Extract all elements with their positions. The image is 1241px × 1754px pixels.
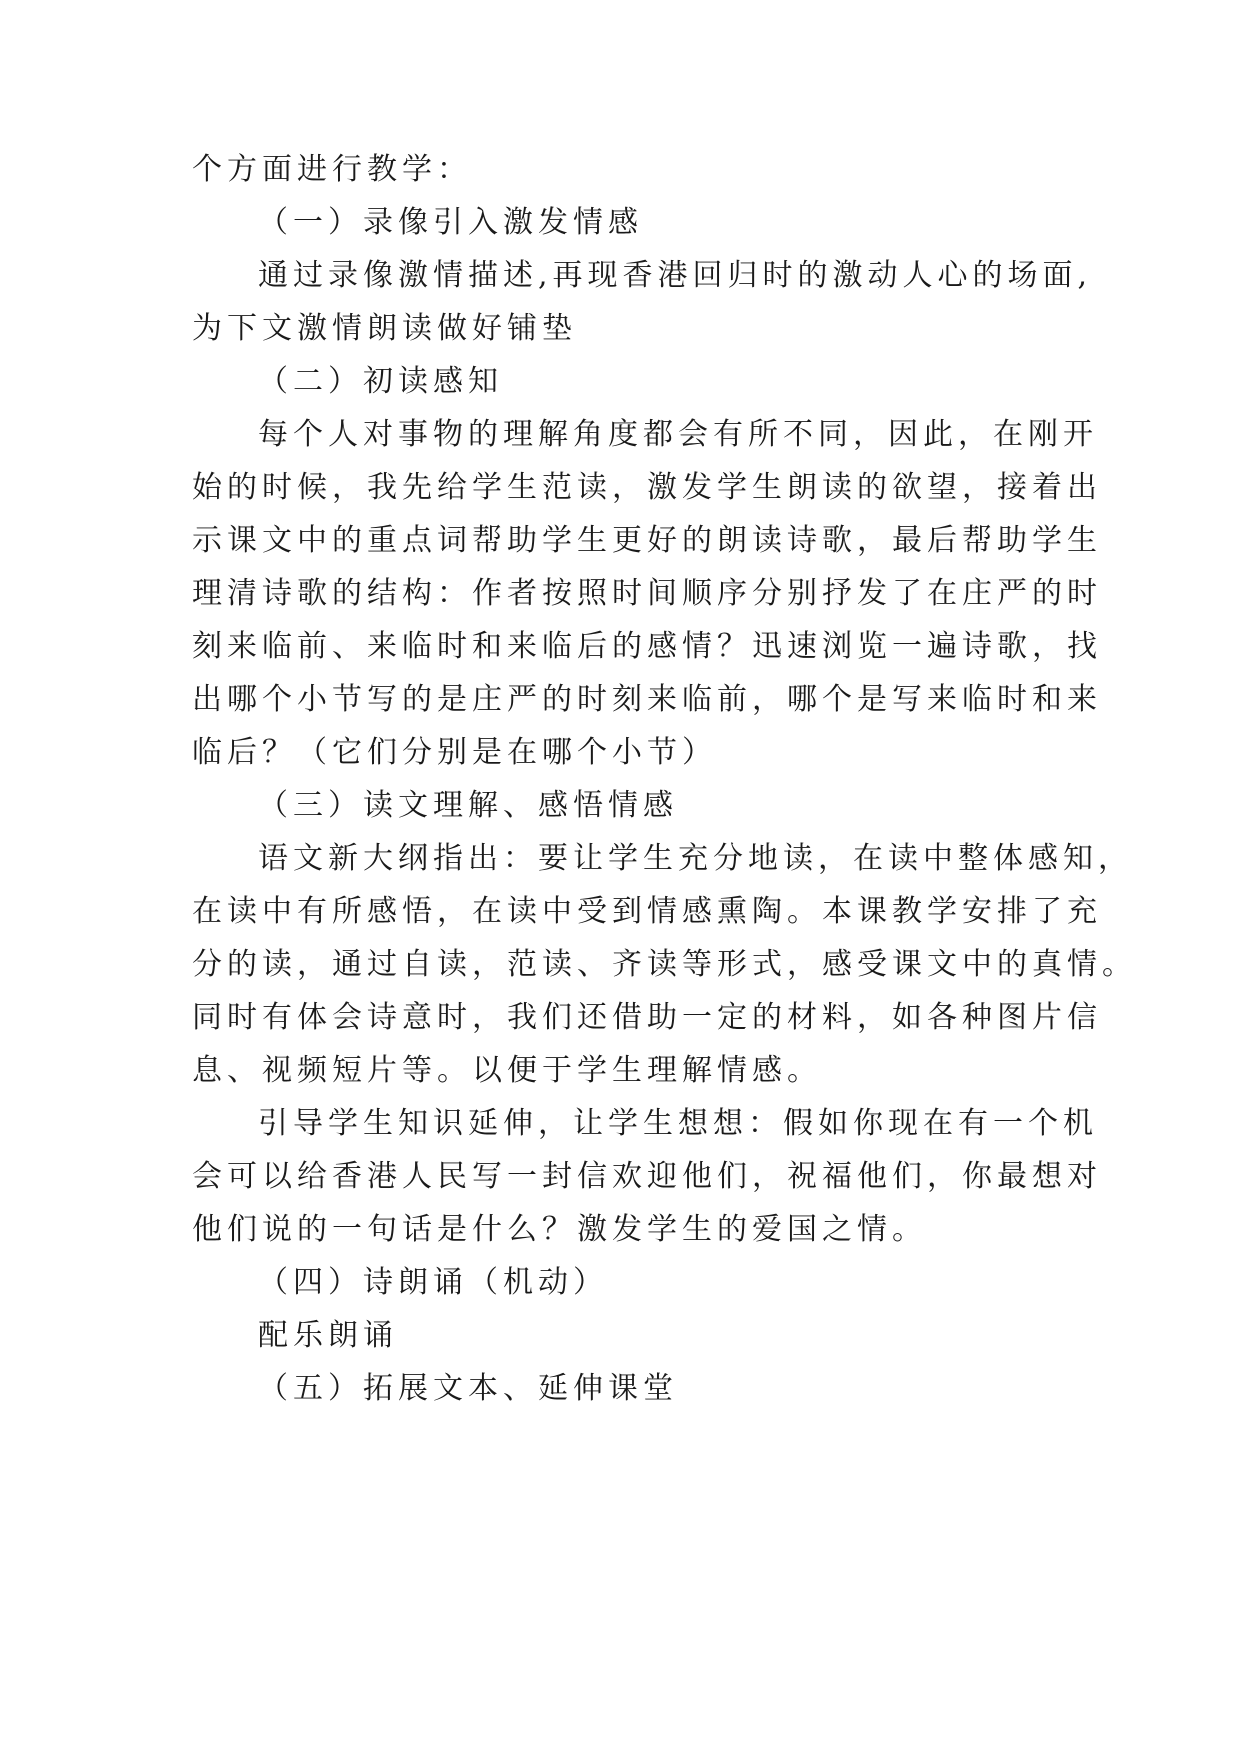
text-line: 在读中有所感悟，在读中受到情感熏陶。本课教学安排了充 (192, 894, 1102, 929)
text-line: 他们说的一句话是什么？激发学生的爱国之情。 (192, 1212, 927, 1247)
text-line: 出哪个小节写的是庄严的时刻来临前，哪个是写来临时和来 (192, 682, 1102, 717)
text-line: 示课文中的重点词帮助学生更好的朗读诗歌，最后帮助学生 (192, 523, 1102, 558)
section-heading: （四）诗朗诵（机动） (258, 1265, 608, 1300)
text-line: 引导学生知识延伸，让学生想想：假如你现在有一个机 (258, 1106, 1098, 1141)
text-line: 同时有体会诗意时，我们还借助一定的材料，如各种图片信 (192, 1000, 1102, 1035)
text-line: 息、视频短片等。以便于学生理解情感。 (192, 1053, 822, 1088)
text-line: 每个人对事物的理解角度都会有所不同，因此，在刚开 (258, 417, 1098, 452)
text-line: 通过录像激情描述,再现香港回归时的激动人心的场面, (258, 258, 1093, 293)
text-line: 为下文激情朗读做好铺垫 (192, 311, 577, 346)
text-line: 语文新大纲指出：要让学生充分地读，在读中整体感知， (258, 841, 1133, 876)
text-line: 刻来临前、来临时和来临后的感情？迅速浏览一遍诗歌，找 (192, 629, 1102, 664)
text-line: 配乐朗诵 (258, 1318, 398, 1353)
text-line: 会可以给香港人民写一封信欢迎他们，祝福他们，你最想对 (192, 1159, 1102, 1194)
section-heading: （五）拓展文本、延伸课堂 (258, 1371, 678, 1406)
section-heading: （一）录像引入激发情感 (258, 205, 643, 240)
section-heading: （二）初读感知 (258, 364, 503, 399)
text-line: 个方面进行教学： (192, 152, 472, 187)
text-line: 始的时候，我先给学生范读，激发学生朗读的欲望，接着出 (192, 470, 1102, 505)
section-heading: （三）读文理解、感悟情感 (258, 788, 678, 823)
text-line: 理清诗歌的结构：作者按照时间顺序分别抒发了在庄严的时 (192, 576, 1102, 611)
text-line: 分的读，通过自读，范读、齐读等形式，感受课文中的真情。 (192, 947, 1137, 982)
text-line: 临后？（它们分别是在哪个小节） (192, 735, 717, 770)
